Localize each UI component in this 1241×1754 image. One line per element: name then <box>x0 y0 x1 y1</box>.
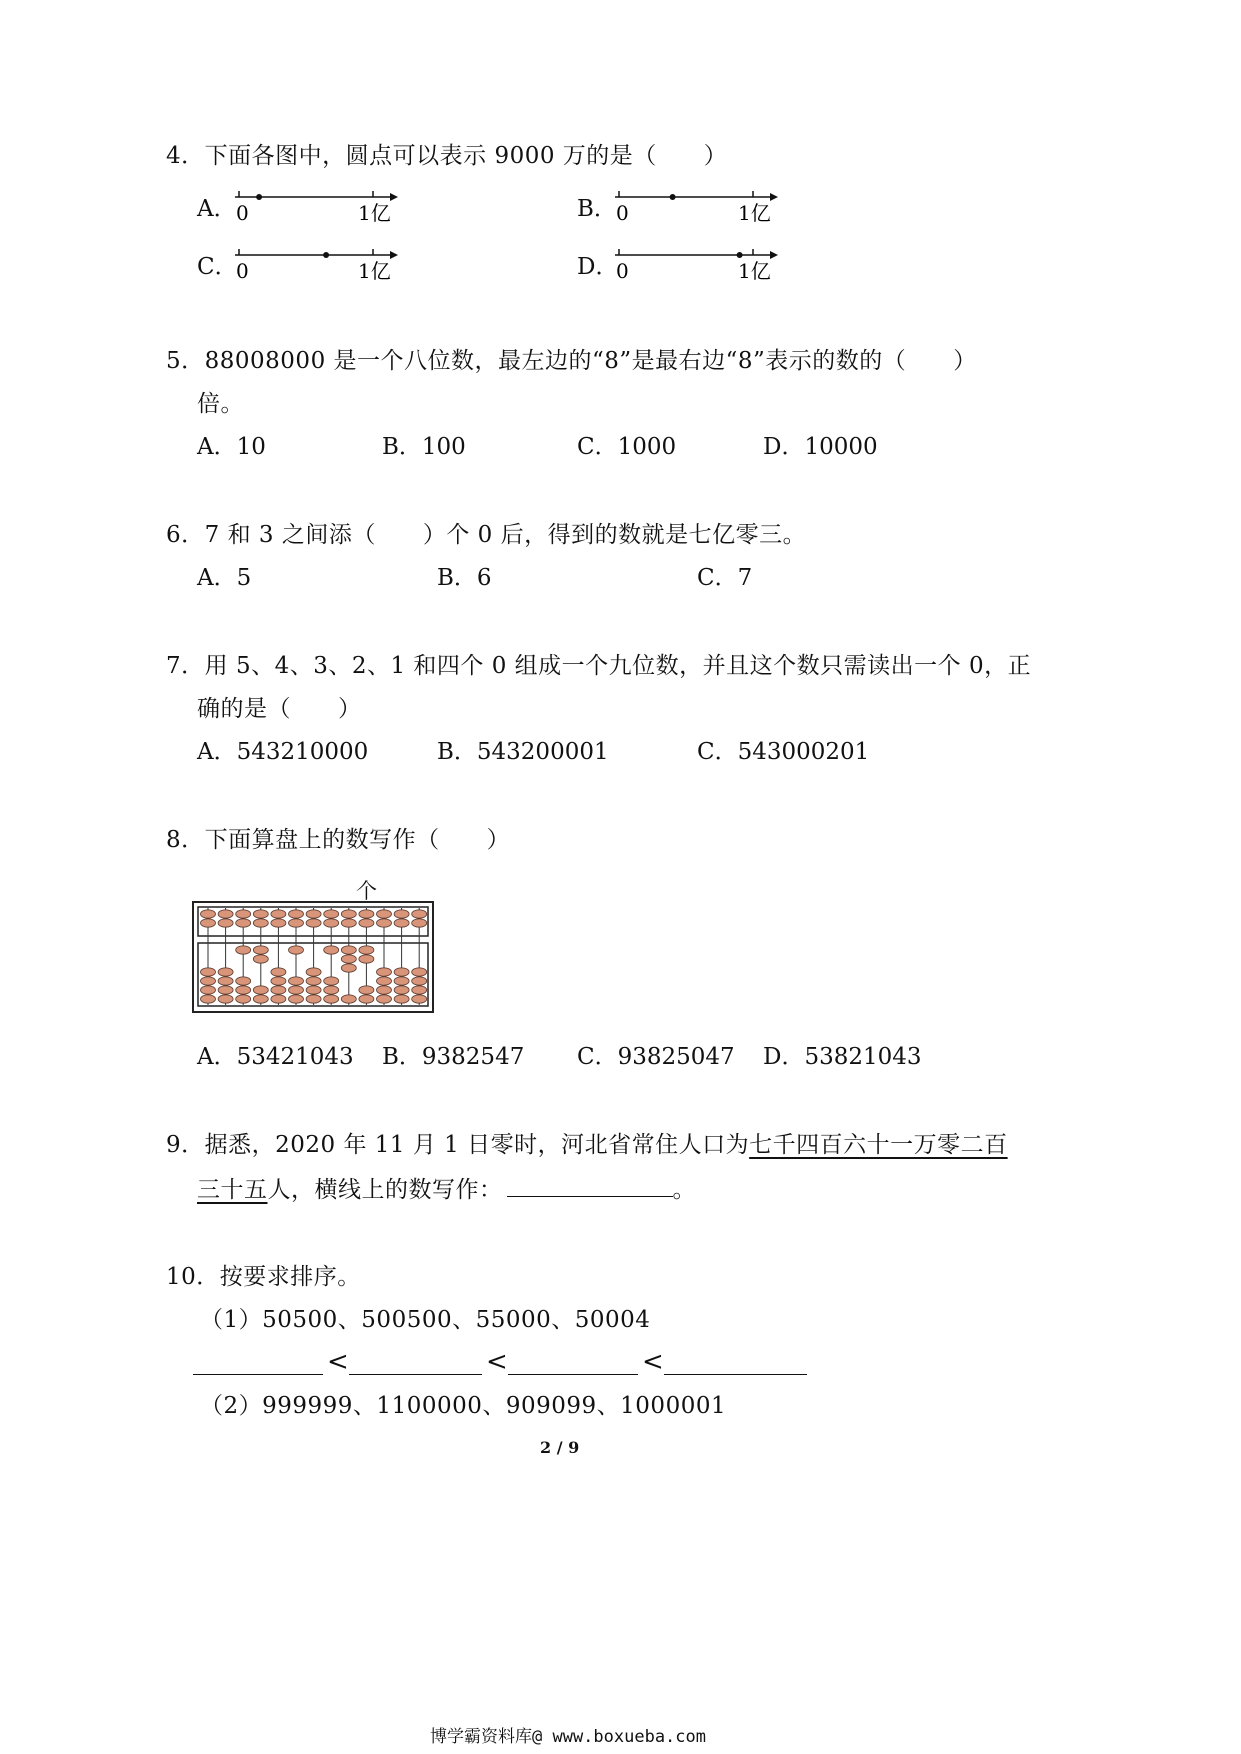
number-line-dot <box>737 252 743 258</box>
abacus-bead <box>289 986 304 994</box>
number-line-end-label: 1亿 <box>738 201 771 225</box>
abacus-bead <box>271 977 286 985</box>
abacus-bead <box>324 995 339 1003</box>
abacus-bead <box>218 910 233 918</box>
abacus-bead <box>341 910 356 918</box>
q4-option-b-label: B． <box>577 196 617 222</box>
q4-option-d-label: D． <box>577 254 619 280</box>
q8-option-b: B．9382547 <box>382 1044 525 1070</box>
abacus-bead <box>306 968 321 976</box>
q9-stem-line1 <box>166 1130 1008 1160</box>
q4-option-c-label: C． <box>197 254 238 280</box>
number-line-b <box>610 184 790 228</box>
abacus-bead <box>271 910 286 918</box>
abacus-bead <box>412 986 427 994</box>
abacus-bead <box>412 968 427 976</box>
number-line-a <box>230 184 410 228</box>
q10-blank-1[interactable] <box>193 1352 323 1375</box>
abacus-bead <box>236 995 251 1003</box>
q10-blank-4[interactable] <box>664 1352 807 1375</box>
abacus-bead <box>394 986 409 994</box>
abacus-bead <box>218 968 233 976</box>
q4-option-a-label: A． <box>197 196 237 222</box>
abacus-bead <box>201 910 216 918</box>
q10-part2: （2）999999、1100000、909099、1000001 <box>200 1393 727 1419</box>
q9-text: 9．据悉，2020 年 11 月 1 日零时，河北省常住人口为 <box>166 1132 750 1158</box>
q8-option-c: C．93825047 <box>577 1044 735 1070</box>
q9-underlined-number-part2: 三十五 <box>197 1177 268 1203</box>
q10-stem: 10．按要求排序。 <box>166 1264 361 1290</box>
abacus-bead <box>324 977 339 985</box>
abacus-bead <box>324 919 339 927</box>
abacus-bead <box>271 986 286 994</box>
q7-stem-line1: 7．用 5、4、3、2、1 和四个 0 组成一个九位数，并且这个数只需读出一个 0，正 <box>166 653 1032 679</box>
q8-stem: 8．下面算盘上的数写作（ ） <box>166 827 511 853</box>
number-line-end-label: 1亿 <box>358 259 391 283</box>
abacus-bead <box>359 986 374 994</box>
q5-option-d: D．10000 <box>763 434 878 460</box>
less-than-sign: < <box>327 1347 349 1377</box>
q7-option-b: B．543200001 <box>437 739 609 765</box>
q8-option-a: A．53421043 <box>197 1044 354 1070</box>
abacus-bead <box>218 986 233 994</box>
number-line-c <box>230 242 410 286</box>
abacus-ones-label: 个 <box>356 879 377 903</box>
q5-stem-line2: 倍。 <box>197 391 244 417</box>
abacus-bead <box>394 919 409 927</box>
q9-text-cont: 人，横线上的数写作： <box>267 1177 503 1203</box>
abacus-bead <box>306 919 321 927</box>
abacus-bead <box>394 910 409 918</box>
q6-option-b: B．6 <box>437 565 492 591</box>
abacus-bead <box>377 968 392 976</box>
number-line-zero-label: 0 <box>236 259 249 283</box>
abacus-bead <box>359 955 374 963</box>
q7-stem-line2: 确的是（ ） <box>197 696 362 722</box>
abacus-bead <box>289 919 304 927</box>
abacus-bead <box>253 946 268 954</box>
q9-underlined-number-part1: 七千四百六十一万零二百 <box>749 1132 1008 1158</box>
abacus-bead <box>394 977 409 985</box>
abacus-bead <box>218 977 233 985</box>
number-line-zero-label: 0 <box>236 201 249 225</box>
q10-blank-3[interactable] <box>508 1352 638 1375</box>
abacus-bead <box>359 946 374 954</box>
less-than-sign: < <box>642 1347 664 1377</box>
abacus-bead <box>359 995 374 1003</box>
abacus-bead <box>412 977 427 985</box>
q9-period: 。 <box>672 1177 696 1203</box>
abacus-bead <box>253 986 268 994</box>
abacus-bead <box>306 986 321 994</box>
abacus-bead <box>253 995 268 1003</box>
number-line-end-label: 1亿 <box>358 201 391 225</box>
abacus-bead <box>289 910 304 918</box>
abacus-bead <box>377 986 392 994</box>
q4-stem: 4．下面各图中，圆点可以表示 9000 万的是（ ） <box>166 143 728 169</box>
abacus-bead <box>324 946 339 954</box>
less-than-sign: < <box>486 1347 508 1377</box>
abacus-bead <box>218 995 233 1003</box>
number-line-dot <box>256 194 262 200</box>
number-line-dot <box>323 252 329 258</box>
q9-stem-line2 <box>197 1174 696 1205</box>
abacus-bead <box>359 919 374 927</box>
q5-option-a: A．10 <box>197 434 266 460</box>
abacus-bead <box>289 977 304 985</box>
abacus-bead <box>236 986 251 994</box>
abacus-bead <box>201 995 216 1003</box>
footer-watermark: 博学霸资料库@ www.boxueba.com <box>430 1727 706 1747</box>
q9-answer-blank[interactable] <box>507 1174 673 1197</box>
number-line-dot <box>670 194 676 200</box>
abacus-bead <box>341 955 356 963</box>
abacus-bead <box>201 977 216 985</box>
q10-part1: （1）50500、500500、55000、50004 <box>200 1307 651 1333</box>
abacus-bead <box>236 946 251 954</box>
abacus-bead <box>253 955 268 963</box>
abacus-bead <box>236 919 251 927</box>
q6-option-c: C．7 <box>697 565 753 591</box>
abacus-bead <box>377 910 392 918</box>
q7-option-a: A．543210000 <box>197 739 369 765</box>
abacus-bead <box>306 977 321 985</box>
abacus-bead <box>236 910 251 918</box>
abacus-bead <box>394 995 409 1003</box>
number-line-end-label: 1亿 <box>738 259 771 283</box>
abacus-bead <box>412 919 427 927</box>
abacus-bead <box>201 986 216 994</box>
q8-option-d: D．53821043 <box>763 1044 922 1070</box>
abacus-bead <box>341 946 356 954</box>
abacus-bead <box>412 910 427 918</box>
abacus-bead <box>236 977 251 985</box>
abacus-bead <box>341 995 356 1003</box>
q10-blank-2[interactable] <box>349 1352 482 1375</box>
abacus-bead <box>324 986 339 994</box>
abacus-bead <box>324 910 339 918</box>
abacus <box>192 900 436 1016</box>
q6-option-a: A．5 <box>197 565 252 591</box>
number-line-zero-label: 0 <box>616 259 629 283</box>
abacus-bead <box>306 995 321 1003</box>
abacus-bead <box>289 946 304 954</box>
q7-option-c: C．543000201 <box>697 739 870 765</box>
abacus-bead <box>377 977 392 985</box>
abacus-bead <box>341 919 356 927</box>
abacus-bead <box>377 995 392 1003</box>
abacus-bead <box>201 968 216 976</box>
abacus-bead <box>253 910 268 918</box>
abacus-bead <box>271 995 286 1003</box>
abacus-bead <box>289 995 304 1003</box>
abacus-bead <box>271 968 286 976</box>
number-line-zero-label: 0 <box>616 201 629 225</box>
abacus-bead <box>271 919 286 927</box>
q5-stem-line1: 5．88008000 是一个八位数，最左边的“8”是最右边“8”表示的数的（ ） <box>166 348 977 374</box>
abacus-bead <box>377 919 392 927</box>
q5-option-c: C．1000 <box>577 434 677 460</box>
abacus-bead <box>341 964 356 972</box>
abacus-bead <box>201 919 216 927</box>
abacus-bead <box>412 995 427 1003</box>
q6-stem: 6．7 和 3 之间添（ ）个 0 后，得到的数就是七亿零三。 <box>166 522 807 548</box>
abacus-bead <box>359 910 374 918</box>
abacus-bead <box>306 910 321 918</box>
number-line-d <box>610 242 790 286</box>
q5-option-b: B．100 <box>382 434 466 460</box>
abacus-bead <box>253 919 268 927</box>
abacus-bead <box>394 968 409 976</box>
page-number: 2 / 9 <box>540 1438 580 1457</box>
abacus-bead <box>218 919 233 927</box>
